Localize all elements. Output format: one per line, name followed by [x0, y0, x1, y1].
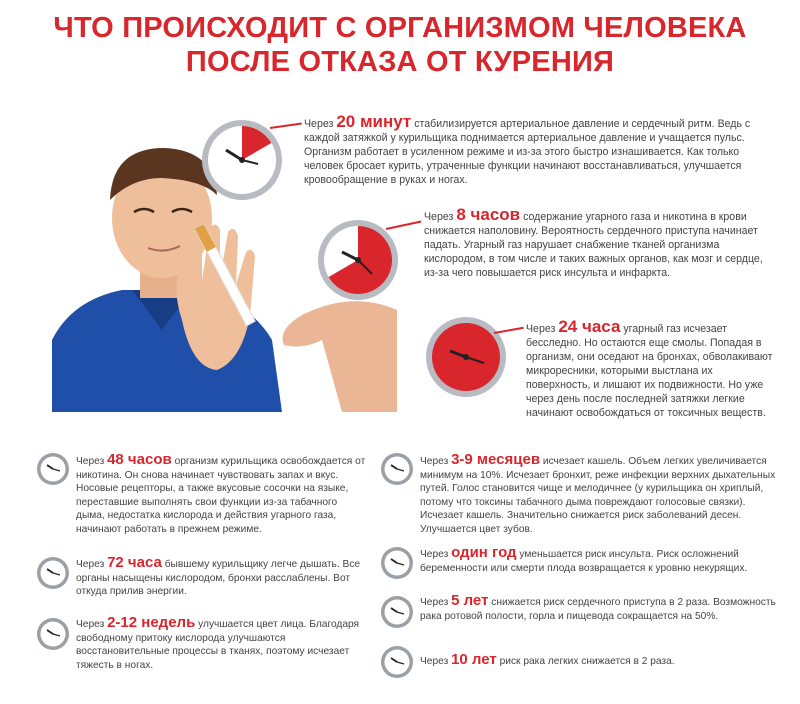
item-text: угарный газ исчезает бесследно. Но остаются еще смолы. Попадая в организм, они оседают на бронхах, обволакивают микроресники, которыми выстлана их поверхность, и лишают их подвижности. Но уже через день после последней затяжки легкие начинают освобождаться от токсичных веществ. [526, 323, 773, 419]
item-20-minutes [304, 112, 774, 187]
title-line-1: ЧТО ПРОИСХОДИТ С ОРГАНИЗМОМ ЧЕЛОВЕКА [53, 12, 747, 44]
small-clock-icon [380, 645, 414, 679]
item-5-years [420, 594, 785, 623]
item-text: бывшему курильщику легче дышать. Все органы насыщены кислородом, бронхи расслаблены. Вот откуда прилив энергии. [76, 559, 361, 598]
item-highlight: 8 часов [456, 205, 521, 224]
item-24-hours [526, 317, 778, 420]
item-3-9-months [420, 453, 785, 537]
item-highlight: один год [451, 544, 517, 561]
item-10-years [420, 653, 785, 669]
item-2-12-weeks [76, 616, 368, 672]
item-prefix: Через [526, 323, 556, 335]
item-prefix: Через [424, 211, 454, 223]
title-line-2: ПОСЛЕ ОТКАЗА ОТ КУРЕНИЯ [185, 46, 615, 78]
item-text: уменьшается риск инсульта. Риск осложнений беременности или смерти плода возвращается к уровню некурящих. [420, 549, 748, 574]
item-prefix: Через [76, 619, 105, 630]
item-72-hours [76, 556, 368, 599]
item-highlight: 20 минут [336, 112, 412, 131]
item-highlight: 48 часов [107, 451, 172, 468]
small-clock-icon [36, 452, 70, 486]
item-text: улучшается цвет лица. Благодаря свободному притоку кислорода улучшаются восстановительные процессы в тканях, поэтому исчезает тяжесть в ногах. [76, 619, 360, 671]
clock-20-minutes-icon [200, 118, 284, 207]
item-highlight: 24 часа [558, 317, 621, 336]
clock-8-hours-icon [316, 218, 400, 307]
item-prefix: Через [76, 559, 105, 570]
clock-24-hours-icon [424, 315, 508, 404]
item-prefix: Через [420, 597, 449, 608]
small-clock-icon [380, 595, 414, 629]
item-text: снижается риск сердечного приступа в 2 раза. Возможность рака ротовой полости, горла и пищевода сокращается на 50%. [420, 597, 776, 622]
item-prefix: Через [420, 656, 449, 667]
item-highlight: 5 лет [451, 592, 489, 609]
small-clock-icon [380, 452, 414, 486]
item-highlight: 2-12 недель [107, 614, 196, 631]
item-text: исчезает кашель. Объем легких увеличивается минимум на 10%. Исчезает бронхит, реже инфекции верхних дыхательных путей. Голос становится чище и мелодичнее (у курильщика он хриплый, потому что токсины табачного дыма повреждают голосовые связки). Исчезает кашель. Значительно снижается риск заболеваний десен. Улучшается цвет зубов. [420, 456, 776, 535]
item-prefix: Через [420, 456, 449, 467]
small-clock-icon [380, 546, 414, 580]
item-48-hours [76, 453, 368, 537]
item-prefix: Через [304, 118, 334, 130]
item-prefix: Через [76, 456, 105, 467]
item-text: содержание угарного газа и никотина в крови снижается наполовину. Вероятность сердечного приступа начинает падать. Угарный газ нарушает снабжение тканей организма кислородом, в том числе и таких важных органов, как мозг и сердце, из-за чего повышается риск инсульта и инфаркта. [424, 211, 763, 279]
item-text: стабилизируется артериальное давление и сердечный ритм. Ведь с каждой затяжкой у курильщика поднимается артериальное давление и учащается пульс. Организм работает в усиленном режиме и из-за этого быстро изнашивается. Как только человек бросает курить, утраченные функции начинают восстанавливаться, улучшается кровообращение в руках и ногах. [304, 118, 751, 186]
item-one-year [420, 546, 785, 575]
small-clock-icon [36, 556, 70, 590]
item-text: организм курильщика освобождается от никотина. Он снова начинает чувствовать запах и вкус. Носовые рецепторы, а также вкусовые сосочки на языке, переставшие выполнять свои функции из-за табачного дыма, недостатка кислорода и действия угарного газа, начинают работать в прежнем режиме. [76, 456, 366, 535]
item-highlight: 3-9 месяцев [451, 451, 541, 468]
item-prefix: Через [420, 549, 449, 560]
small-clock-icon [36, 617, 70, 651]
item-highlight: 72 часа [107, 554, 162, 571]
item-8-hours [424, 205, 774, 280]
item-highlight: 10 лет [451, 651, 497, 668]
item-text: риск рака легких снижается в 2 раза. [499, 656, 675, 667]
